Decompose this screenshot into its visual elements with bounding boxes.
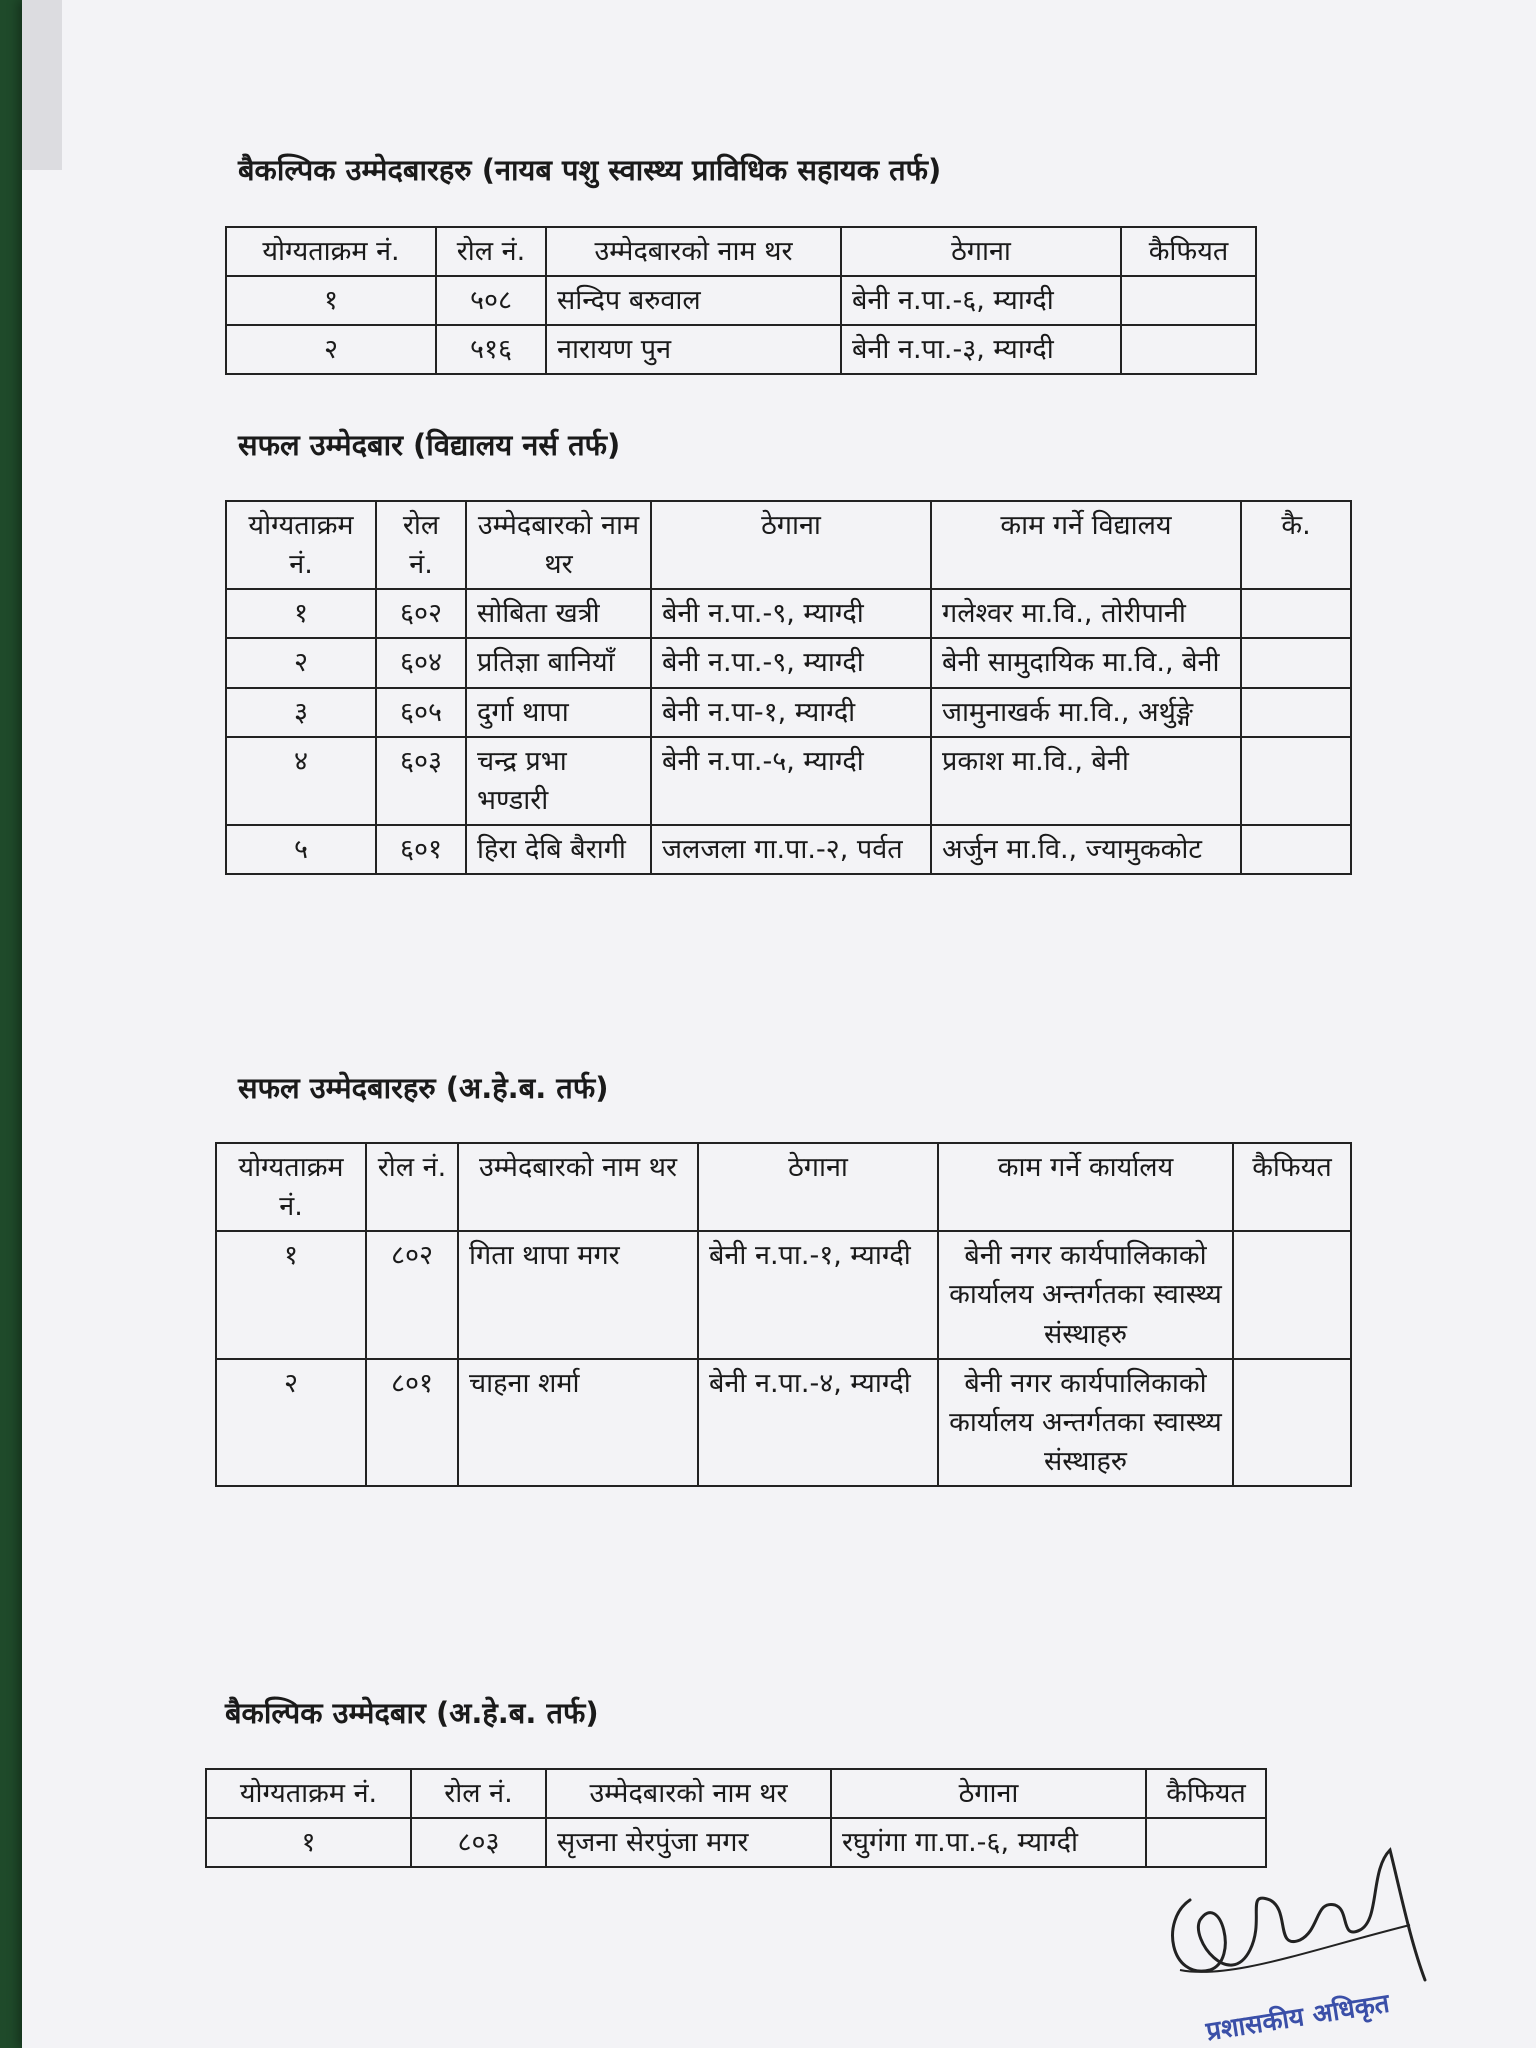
- cell-merit: ३: [226, 688, 376, 737]
- cell-merit: १: [226, 276, 436, 325]
- cell-name: हिरा देबि बैरागी: [466, 825, 651, 874]
- cell-merit: १: [226, 589, 376, 638]
- table-row: [226, 325, 1256, 374]
- header-merit: योग्यताक्रम नं.: [226, 227, 436, 276]
- cell-remarks: [1241, 737, 1351, 825]
- cell-address: बेनी न.पा.-१, म्याग्दी: [698, 1231, 938, 1358]
- cell-school: जामुनाखर्क मा.वि., अर्थुङ्गे: [931, 688, 1241, 737]
- header-merit: योग्यताक्रम नं.: [206, 1769, 411, 1818]
- header-office: काम गर्ने कार्यालय: [938, 1143, 1233, 1231]
- cell-address: बेनी न.पा.-९, म्याग्दी: [651, 589, 931, 638]
- header-remarks: कैफियत: [1146, 1769, 1266, 1818]
- cell-address: बेनी न.पा-१, म्याग्दी: [651, 688, 931, 737]
- cell-merit: २: [226, 325, 436, 374]
- cell-remarks: [1241, 589, 1351, 638]
- header-address: ठेगाना: [698, 1143, 938, 1231]
- cell-school: गलेश्वर मा.वि., तोरीपानी: [931, 589, 1241, 638]
- table-header-row: [226, 501, 1351, 589]
- cell-remarks: [1241, 638, 1351, 687]
- header-remarks: कै.: [1241, 501, 1351, 589]
- cell-merit: १: [206, 1818, 411, 1867]
- cell-address: बेनी न.पा.-४, म्याग्दी: [698, 1359, 938, 1486]
- cell-roll: ८०२: [366, 1231, 458, 1358]
- section4-table: [205, 1768, 1267, 1868]
- cell-roll: ६०३: [376, 737, 466, 825]
- section1-table: [225, 226, 1257, 375]
- table-row: [226, 688, 1351, 737]
- handwritten-signature: [1150, 1830, 1440, 2000]
- section2-table: [225, 500, 1352, 875]
- header-school: काम गर्ने विद्यालय: [931, 501, 1241, 589]
- header-address: ठेगाना: [841, 227, 1121, 276]
- table-row: [216, 1231, 1351, 1358]
- header-name: उम्मेदबारको नाम थर: [458, 1143, 698, 1231]
- cell-address: रघुगंगा गा.पा.-६, म्याग्दी: [831, 1818, 1146, 1867]
- cell-school: अर्जुन मा.वि., ज्यामुककोट: [931, 825, 1241, 874]
- table-header-row: [226, 227, 1256, 276]
- header-name: उम्मेदबारको नाम थर: [466, 501, 651, 589]
- cell-merit: ४: [226, 737, 376, 825]
- table-row: [226, 589, 1351, 638]
- section4-heading: बैकल्पिक उम्मेदबार (अ.हे.ब. तर्फ): [225, 1696, 599, 1730]
- cell-roll: ५१६: [436, 325, 546, 374]
- header-name: उम्मेदबारको नाम थर: [546, 1769, 831, 1818]
- cell-name: चन्द्र प्रभा भण्डारी: [466, 737, 651, 825]
- cell-merit: १: [216, 1231, 366, 1358]
- header-roll: रोल नं.: [376, 501, 466, 589]
- cell-remarks: [1233, 1231, 1351, 1358]
- cell-remarks: [1241, 825, 1351, 874]
- official-stamp-text: प्रशासकीय अधिकृत: [1204, 1988, 1392, 2048]
- table-row: [226, 638, 1351, 687]
- cell-merit: २: [216, 1359, 366, 1486]
- header-merit: योग्यताक्रम नं.: [226, 501, 376, 589]
- cell-address: बेनी न.पा.-५, म्याग्दी: [651, 737, 931, 825]
- header-address: ठेगाना: [831, 1769, 1146, 1818]
- cell-remarks: [1121, 325, 1256, 374]
- cell-remarks: [1233, 1359, 1351, 1486]
- section2-heading: सफल उम्मेदबार (विद्यालय नर्स तर्फ): [238, 428, 621, 462]
- table-row: [206, 1818, 1266, 1867]
- cell-roll: ५०८: [436, 276, 546, 325]
- cell-merit: ५: [226, 825, 376, 874]
- cell-name: सन्दिप बरुवाल: [546, 276, 841, 325]
- page-fold: [22, 0, 62, 170]
- table-row: [226, 276, 1256, 325]
- cell-name: गिता थापा मगर: [458, 1231, 698, 1358]
- header-name: उम्मेदबारको नाम थर: [546, 227, 841, 276]
- cell-merit: २: [226, 638, 376, 687]
- section3-table: [215, 1142, 1352, 1487]
- table-row: [226, 825, 1351, 874]
- header-roll: रोल नं.: [411, 1769, 546, 1818]
- header-roll: रोल नं.: [366, 1143, 458, 1231]
- cell-school: प्रकाश मा.वि., बेनी: [931, 737, 1241, 825]
- header-address: ठेगाना: [651, 501, 931, 589]
- cell-name: चाहना शर्मा: [458, 1359, 698, 1486]
- cell-roll: ६०४: [376, 638, 466, 687]
- header-remarks: कैफियत: [1233, 1143, 1351, 1231]
- table-row: [226, 737, 1351, 825]
- header-remarks: कैफियत: [1121, 227, 1256, 276]
- cell-office: बेनी नगर कार्यपालिकाको कार्यालय अन्तर्गतका स्वास्थ्य संस्थाहरु: [938, 1359, 1233, 1486]
- cell-address: बेनी न.पा.-६, म्याग्दी: [841, 276, 1121, 325]
- cell-address: जलजला गा.पा.-२, पर्वत: [651, 825, 931, 874]
- cell-name: प्रतिज्ञा बानियाँ: [466, 638, 651, 687]
- cell-roll: ६०५: [376, 688, 466, 737]
- table-header-row: [206, 1769, 1266, 1818]
- cell-name: सोबिता खत्री: [466, 589, 651, 638]
- cell-remarks: [1121, 276, 1256, 325]
- cell-name: सृजना सेरपुंजा मगर: [546, 1818, 831, 1867]
- header-roll: रोल नं.: [436, 227, 546, 276]
- cell-remarks: [1241, 688, 1351, 737]
- section3-heading: सफल उम्मेदबारहरु (अ.हे.ब. तर्फ): [238, 1071, 609, 1105]
- cell-roll: ८०१: [366, 1359, 458, 1486]
- cell-roll: ६०२: [376, 589, 466, 638]
- table-header-row: [216, 1143, 1351, 1231]
- cell-roll: ८०३: [411, 1818, 546, 1867]
- cell-office: बेनी नगर कार्यपालिकाको कार्यालय अन्तर्गतका स्वास्थ्य संस्थाहरु: [938, 1231, 1233, 1358]
- cell-name: नारायण पुन: [546, 325, 841, 374]
- section1-heading: बैकल्पिक उम्मेदबारहरु (नायब पशु स्वास्थ्य प्राविधिक सहायक तर्फ): [238, 153, 942, 187]
- cell-address: बेनी न.पा.-३, म्याग्दी: [841, 325, 1121, 374]
- table-row: [216, 1359, 1351, 1486]
- cell-address: बेनी न.पा.-९, म्याग्दी: [651, 638, 931, 687]
- cell-school: बेनी सामुदायिक मा.वि., बेनी: [931, 638, 1241, 687]
- header-merit: योग्यताक्रम नं.: [216, 1143, 366, 1231]
- cell-name: दुर्गा थापा: [466, 688, 651, 737]
- cell-roll: ६०१: [376, 825, 466, 874]
